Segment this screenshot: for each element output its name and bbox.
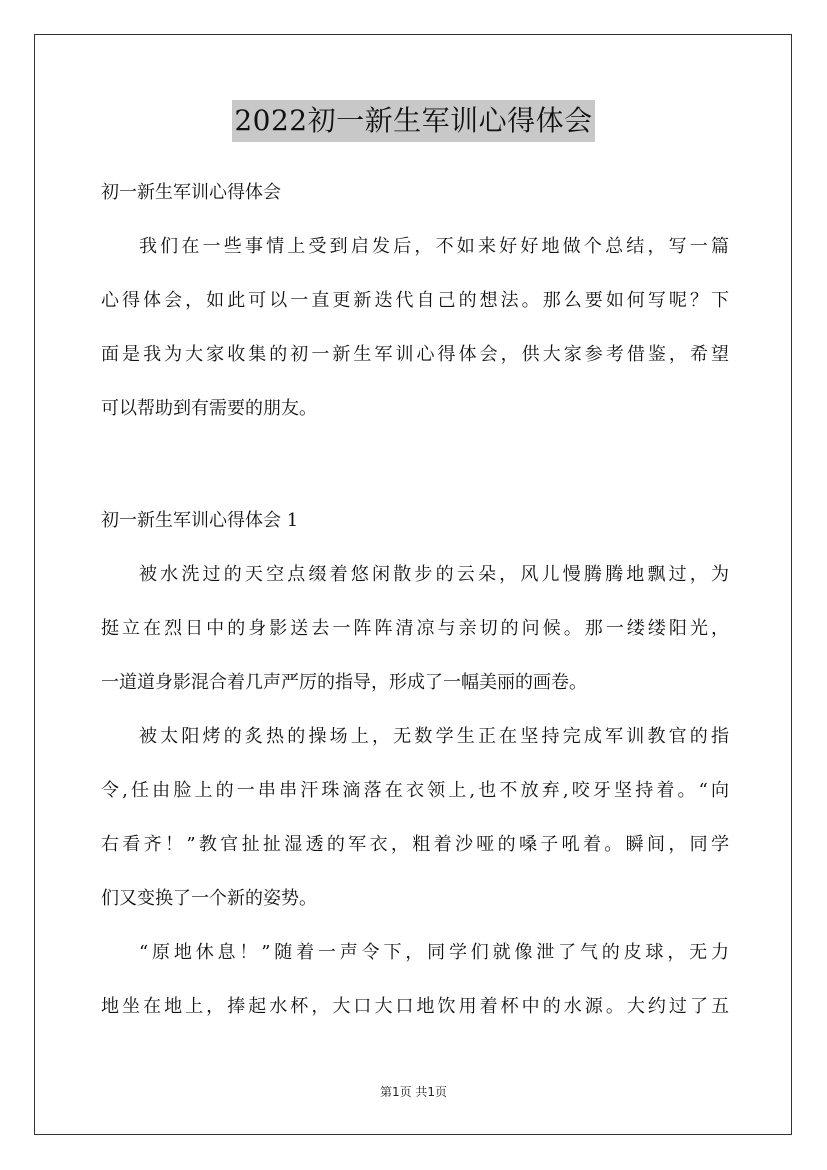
paragraph-line: 我们在一些事情上受到启发后，不如来好好地做个总结，写一篇 (139, 236, 729, 257)
paragraph-line: 面是我为大家收集的初一新生军训心得体会，供大家参考借鉴，希望 (101, 344, 729, 365)
document-title: 2022初一新生军训心得体会 (232, 100, 594, 142)
section-heading: 初一新生军训心得体会 1 (101, 510, 299, 531)
paragraph-line: 心得体会，如此可以一直更新迭代自己的想法。那么要如何写呢？下 (101, 290, 729, 311)
paragraph-line: 可以帮助到有需要的朋友。 (101, 398, 317, 419)
paragraph-line: 令,任由脸上的一串串汗珠滴落在衣领上,也不放弃,咬牙坚持着。“向 (101, 780, 729, 801)
paragraph-line: 挺立在烈日中的身影送去一阵阵清凉与亲切的问候。那一缕缕阳光， (101, 618, 729, 639)
paragraph-line: 一道道身影混合着几声严厉的指导，形成了一幅美丽的画卷。 (101, 672, 587, 693)
paragraph-line: 地坐在地上，捧起水杯，大口大口地饮用着杯中的水源。大约过了五 (101, 996, 729, 1017)
paragraph-line: 被太阳烤的炙热的操场上，无数学生正在坚持完成军训教官的指 (139, 726, 729, 747)
paragraph-line: “原地休息！”随着一声令下，同学们就像泄了气的皮球，无力 (139, 942, 729, 963)
section-heading: 初一新生军训心得体会 (101, 182, 281, 203)
title-container (0, 100, 827, 142)
paragraph-line: 右看齐！”教官扯扯湿透的军衣，粗着沙哑的嗓子吼着。瞬间，同学 (101, 834, 729, 855)
page-footer: 第1页 共1页 (379, 1085, 448, 1099)
paragraph-line: 们又变换了一个新的姿势。 (101, 888, 317, 909)
paragraph-line: 被水洗过的天空点缀着悠闲散步的云朵，风儿慢腾腾地飘过，为 (139, 564, 729, 585)
